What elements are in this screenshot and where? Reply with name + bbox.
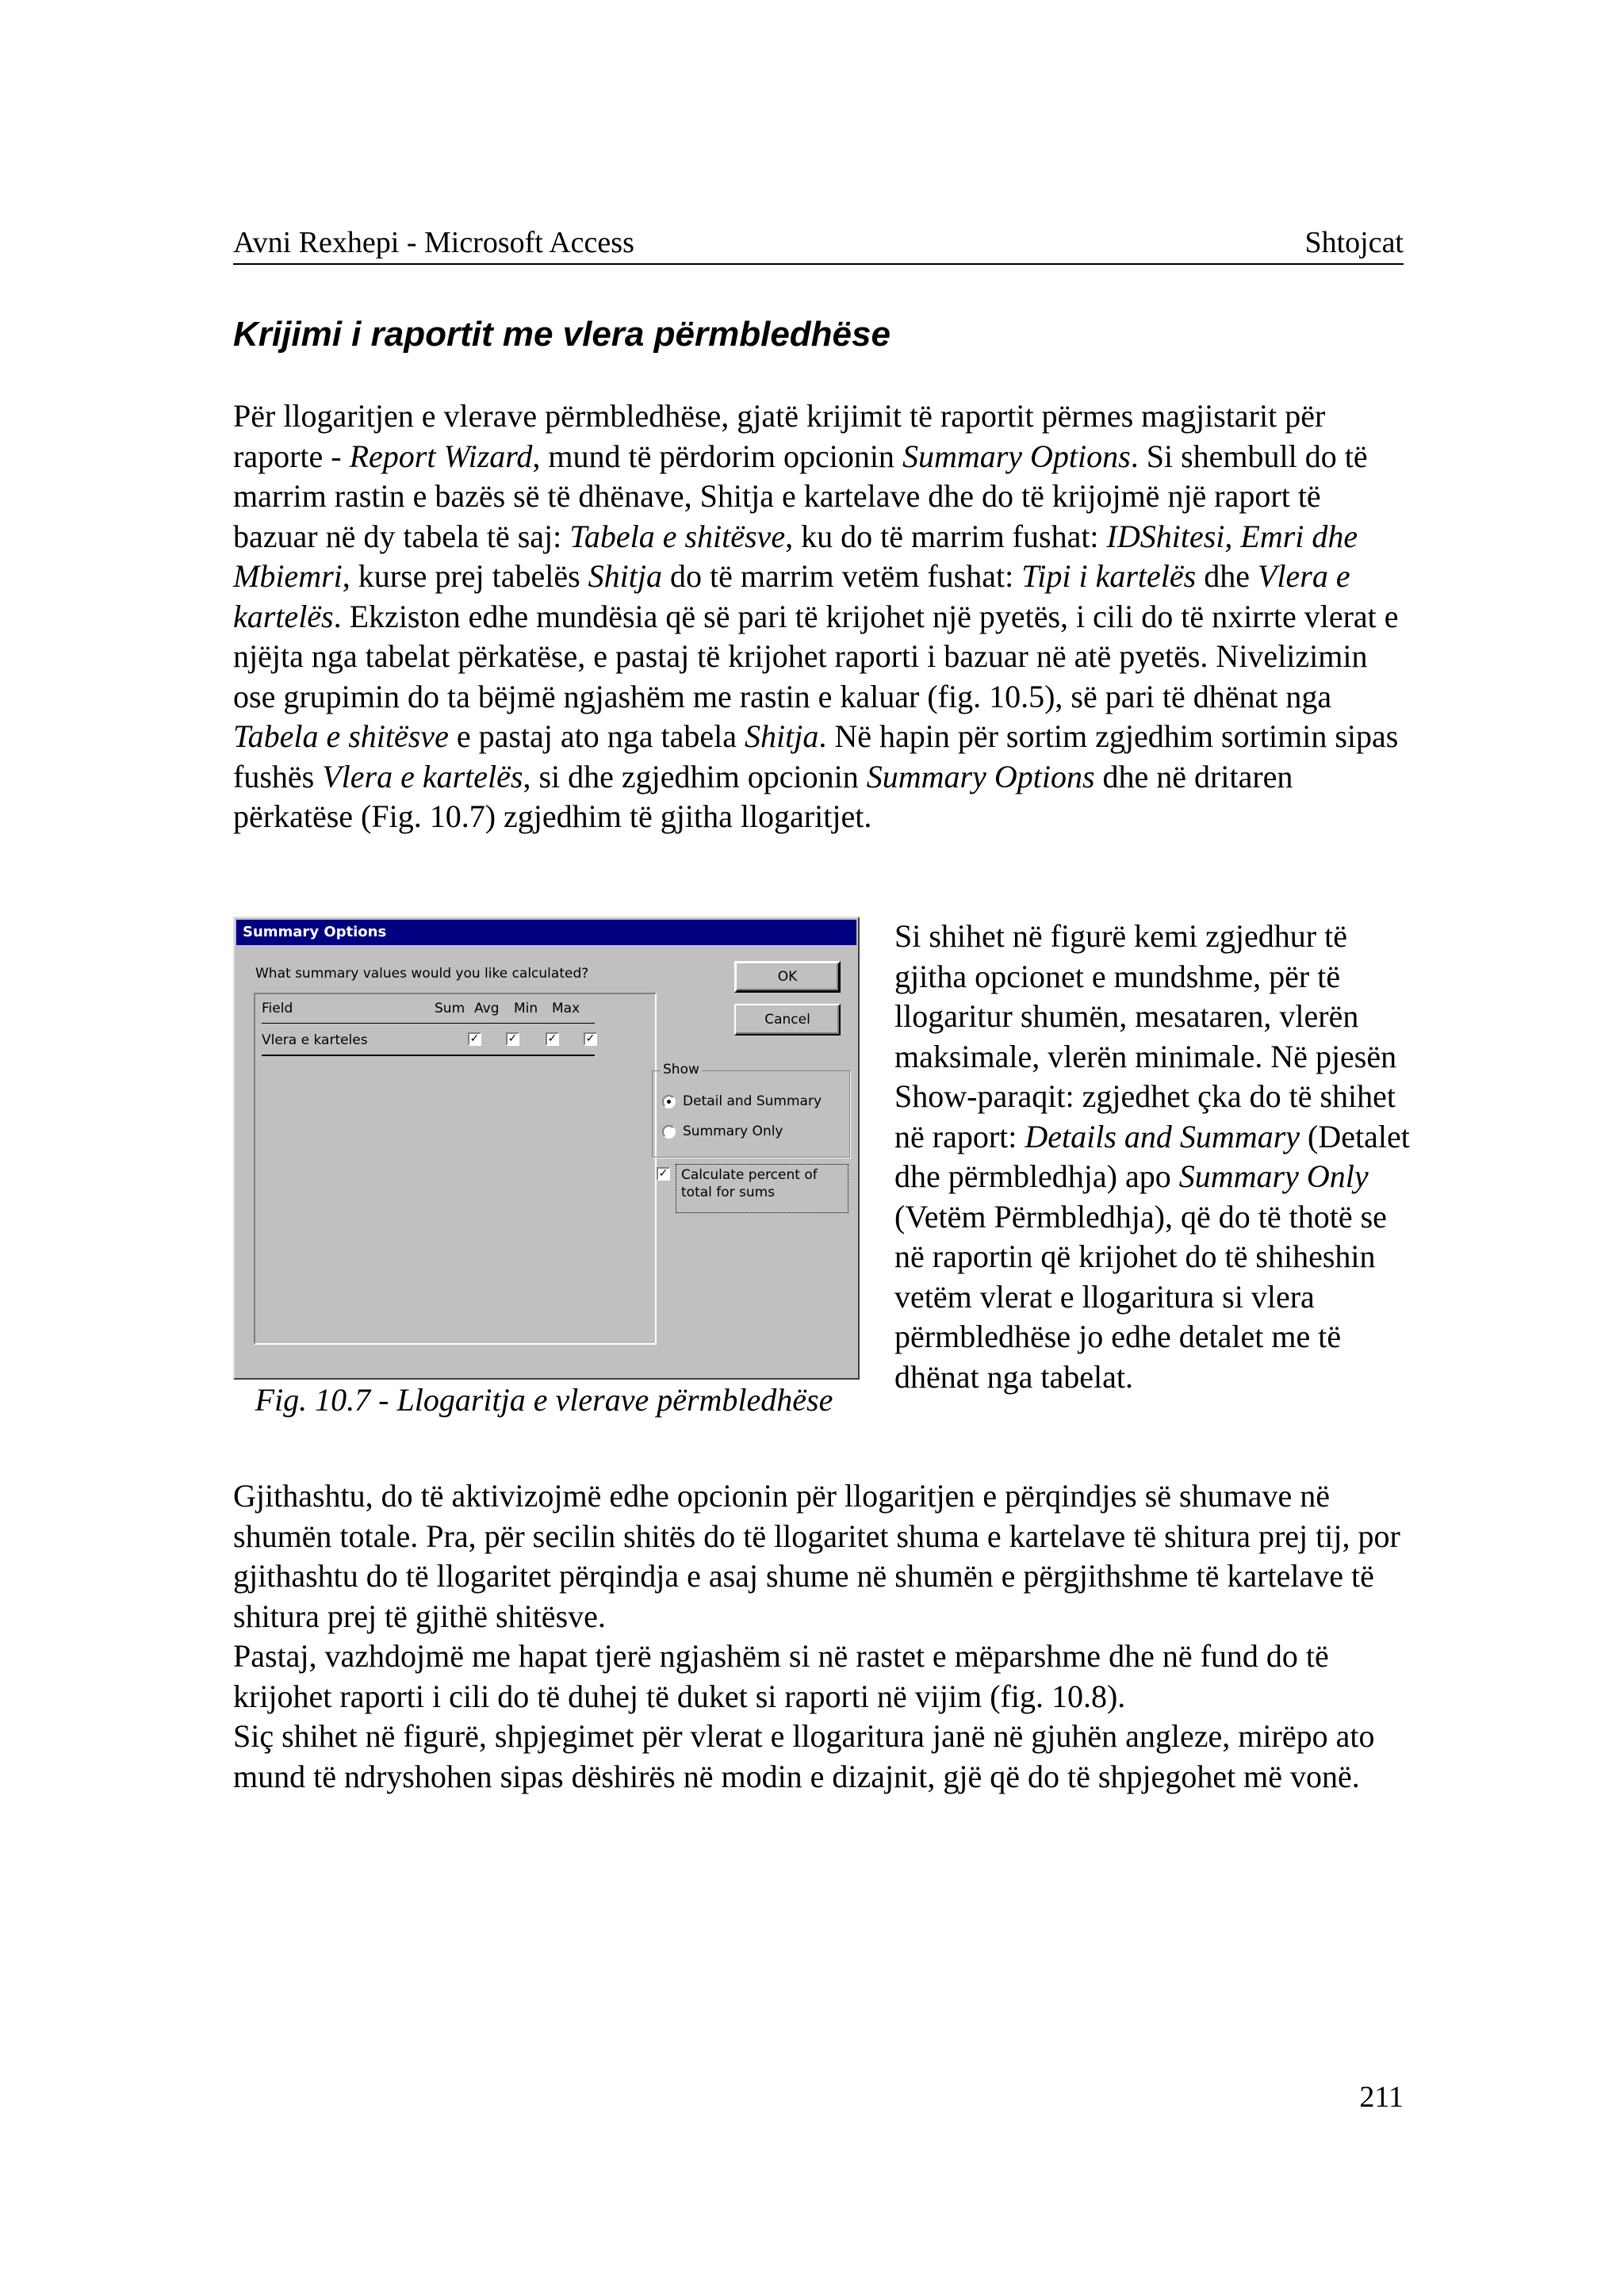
header-author: Avni Rexhepi - Microsoft Access xyxy=(233,226,634,259)
summary-options-dialog xyxy=(233,917,860,1380)
sum-checkbox[interactable]: ✓ xyxy=(468,1032,481,1046)
header-divider xyxy=(262,1023,595,1024)
dialog-prompt: What summary values would you like calculated? xyxy=(255,966,589,982)
summary-fields-panel xyxy=(254,993,657,1345)
figure-caption: Fig. 10.7 - Llogaritja e vlerave përmbledhëse xyxy=(255,1382,833,1418)
header-rule xyxy=(233,263,1404,265)
side-paragraph: Si shihet në figurë kemi zgjedhur të gjitha opcionet e mundshme, për të llogaritur shumën, mesataren, vlerën maksimale, vlerën minimale. Në pjesën Show-paraqit: zgjedhet çka do të shihet në raport: Details and Summary (Detalet dhe përmbledhja) apo Summary Only (Vetëm Përmbledhja), që do të thotë se në raportin që krijohet do të shiheshin vetëm vlerat e llogaritura si vlera përmbledhëse jo edhe detalet me të dhënat nga tabelat. xyxy=(894,918,1410,1395)
ok-button[interactable]: OK xyxy=(734,961,841,993)
radio-selected-dot xyxy=(667,1100,671,1104)
max-checkbox[interactable]: ✓ xyxy=(584,1032,597,1046)
calculate-percent-label[interactable]: Calculate percent of total for sums xyxy=(676,1164,848,1213)
section-title: Krijimi i raportit me vlera përmbledhëse xyxy=(233,315,891,354)
running-header xyxy=(233,224,1404,262)
paragraph-design-mode: Siç shihet në figurë, shpjegimet për vlerat e llogaritura janë në gjuhën angleze, mirëpo ato mund të ndryshohen sipas dëshirës në modin e dizajnit, gjë që do të shpjegohet më vonë. xyxy=(233,1718,1375,1794)
calculate-percent-checkbox[interactable]: ✓ xyxy=(657,1167,670,1181)
avg-checkbox[interactable]: ✓ xyxy=(506,1032,519,1046)
show-legend: Show xyxy=(661,1062,702,1078)
min-checkbox[interactable]: ✓ xyxy=(546,1032,559,1046)
detail-summary-label[interactable]: Detail and Summary xyxy=(683,1093,822,1109)
header-section: Shtojcat xyxy=(1304,226,1404,259)
page-number: 211 xyxy=(1359,2081,1404,2114)
column-field: Field xyxy=(262,1001,293,1016)
show-group xyxy=(652,1062,850,1158)
cancel-button[interactable]: Cancel xyxy=(734,1004,841,1035)
summary-only-radio[interactable] xyxy=(662,1125,676,1139)
column-min: Min xyxy=(514,1001,538,1016)
paragraph-percent: Gjithashtu, do të aktivizojmë edhe opcionin për llogaritjen e përqindjes së shumave në shumën totale. Pra, për secilin shitës do të llogaritet shuma e kartelave të shitura prej tij, por gjithashtu do të llogaritet përqindja e asaj shume në shumën e përgjithshme të kartelave të shitura prej të gjithë shitësve. xyxy=(233,1478,1400,1634)
dialog-title-bar: Summary Options xyxy=(236,920,856,945)
paragraph-next-steps: Pastaj, vazhdojmë me hapat tjerë ngjashëm si në rastet e mëparshme dhe në fund do të krijohet raporti i cili do të duhej të duket si raporti në vijim (fig. 10.8). xyxy=(233,1638,1329,1714)
column-sum: Sum xyxy=(435,1001,465,1016)
summary-only-label[interactable]: Summary Only xyxy=(683,1124,783,1139)
detail-summary-radio[interactable] xyxy=(662,1095,676,1108)
field-row-label: Vlera e karteles xyxy=(262,1032,368,1048)
row-divider xyxy=(262,1055,595,1056)
intro-paragraph: Për llogaritjen e vlerave përmbledhëse, gjatë krijimit të raportit përmes magjistarit për raporte - Report Wizard, mund të përdorim opcionin Summary Options. Si shembull do të marrim rastin e bazës së të dhënave, Shitja e kartelave dhe do të krijojmë një raport të bazuar në dy tabela të saj: Tabela e shitësve, ku do të marrim fushat: IDShitesi, Emri dhe Mbiemri, kurse prej tabelës Shitja do të marrim vetëm fushat: Tipi i kartelës dhe Vlera e kartelës. Ekziston edhe mundësia që së pari të krijohet një pyetës, i cili do të nxirrte vlerat e njëjta nga tabelat përkatëse, e pastaj të krijohet raporti i bazuar në atë pyetës. Nivelizimin ose grupimin do ta bëjmë ngjashëm me rastin e kaluar (fig. 10.5), së pari të dhënat nga Tabela e shitësve e pastaj ato nga tabela Shitja. Në hapin për sortim zgjedhim sortimin sipas fushës Vlera e kartelës, si dhe zgjedhim opcionin Summary Options dhe në dritaren përkatëse (Fig. 10.7) zgjedhim të gjitha llogaritjet. xyxy=(233,398,1399,834)
column-avg: Avg xyxy=(474,1001,500,1016)
column-max: Max xyxy=(552,1001,580,1016)
